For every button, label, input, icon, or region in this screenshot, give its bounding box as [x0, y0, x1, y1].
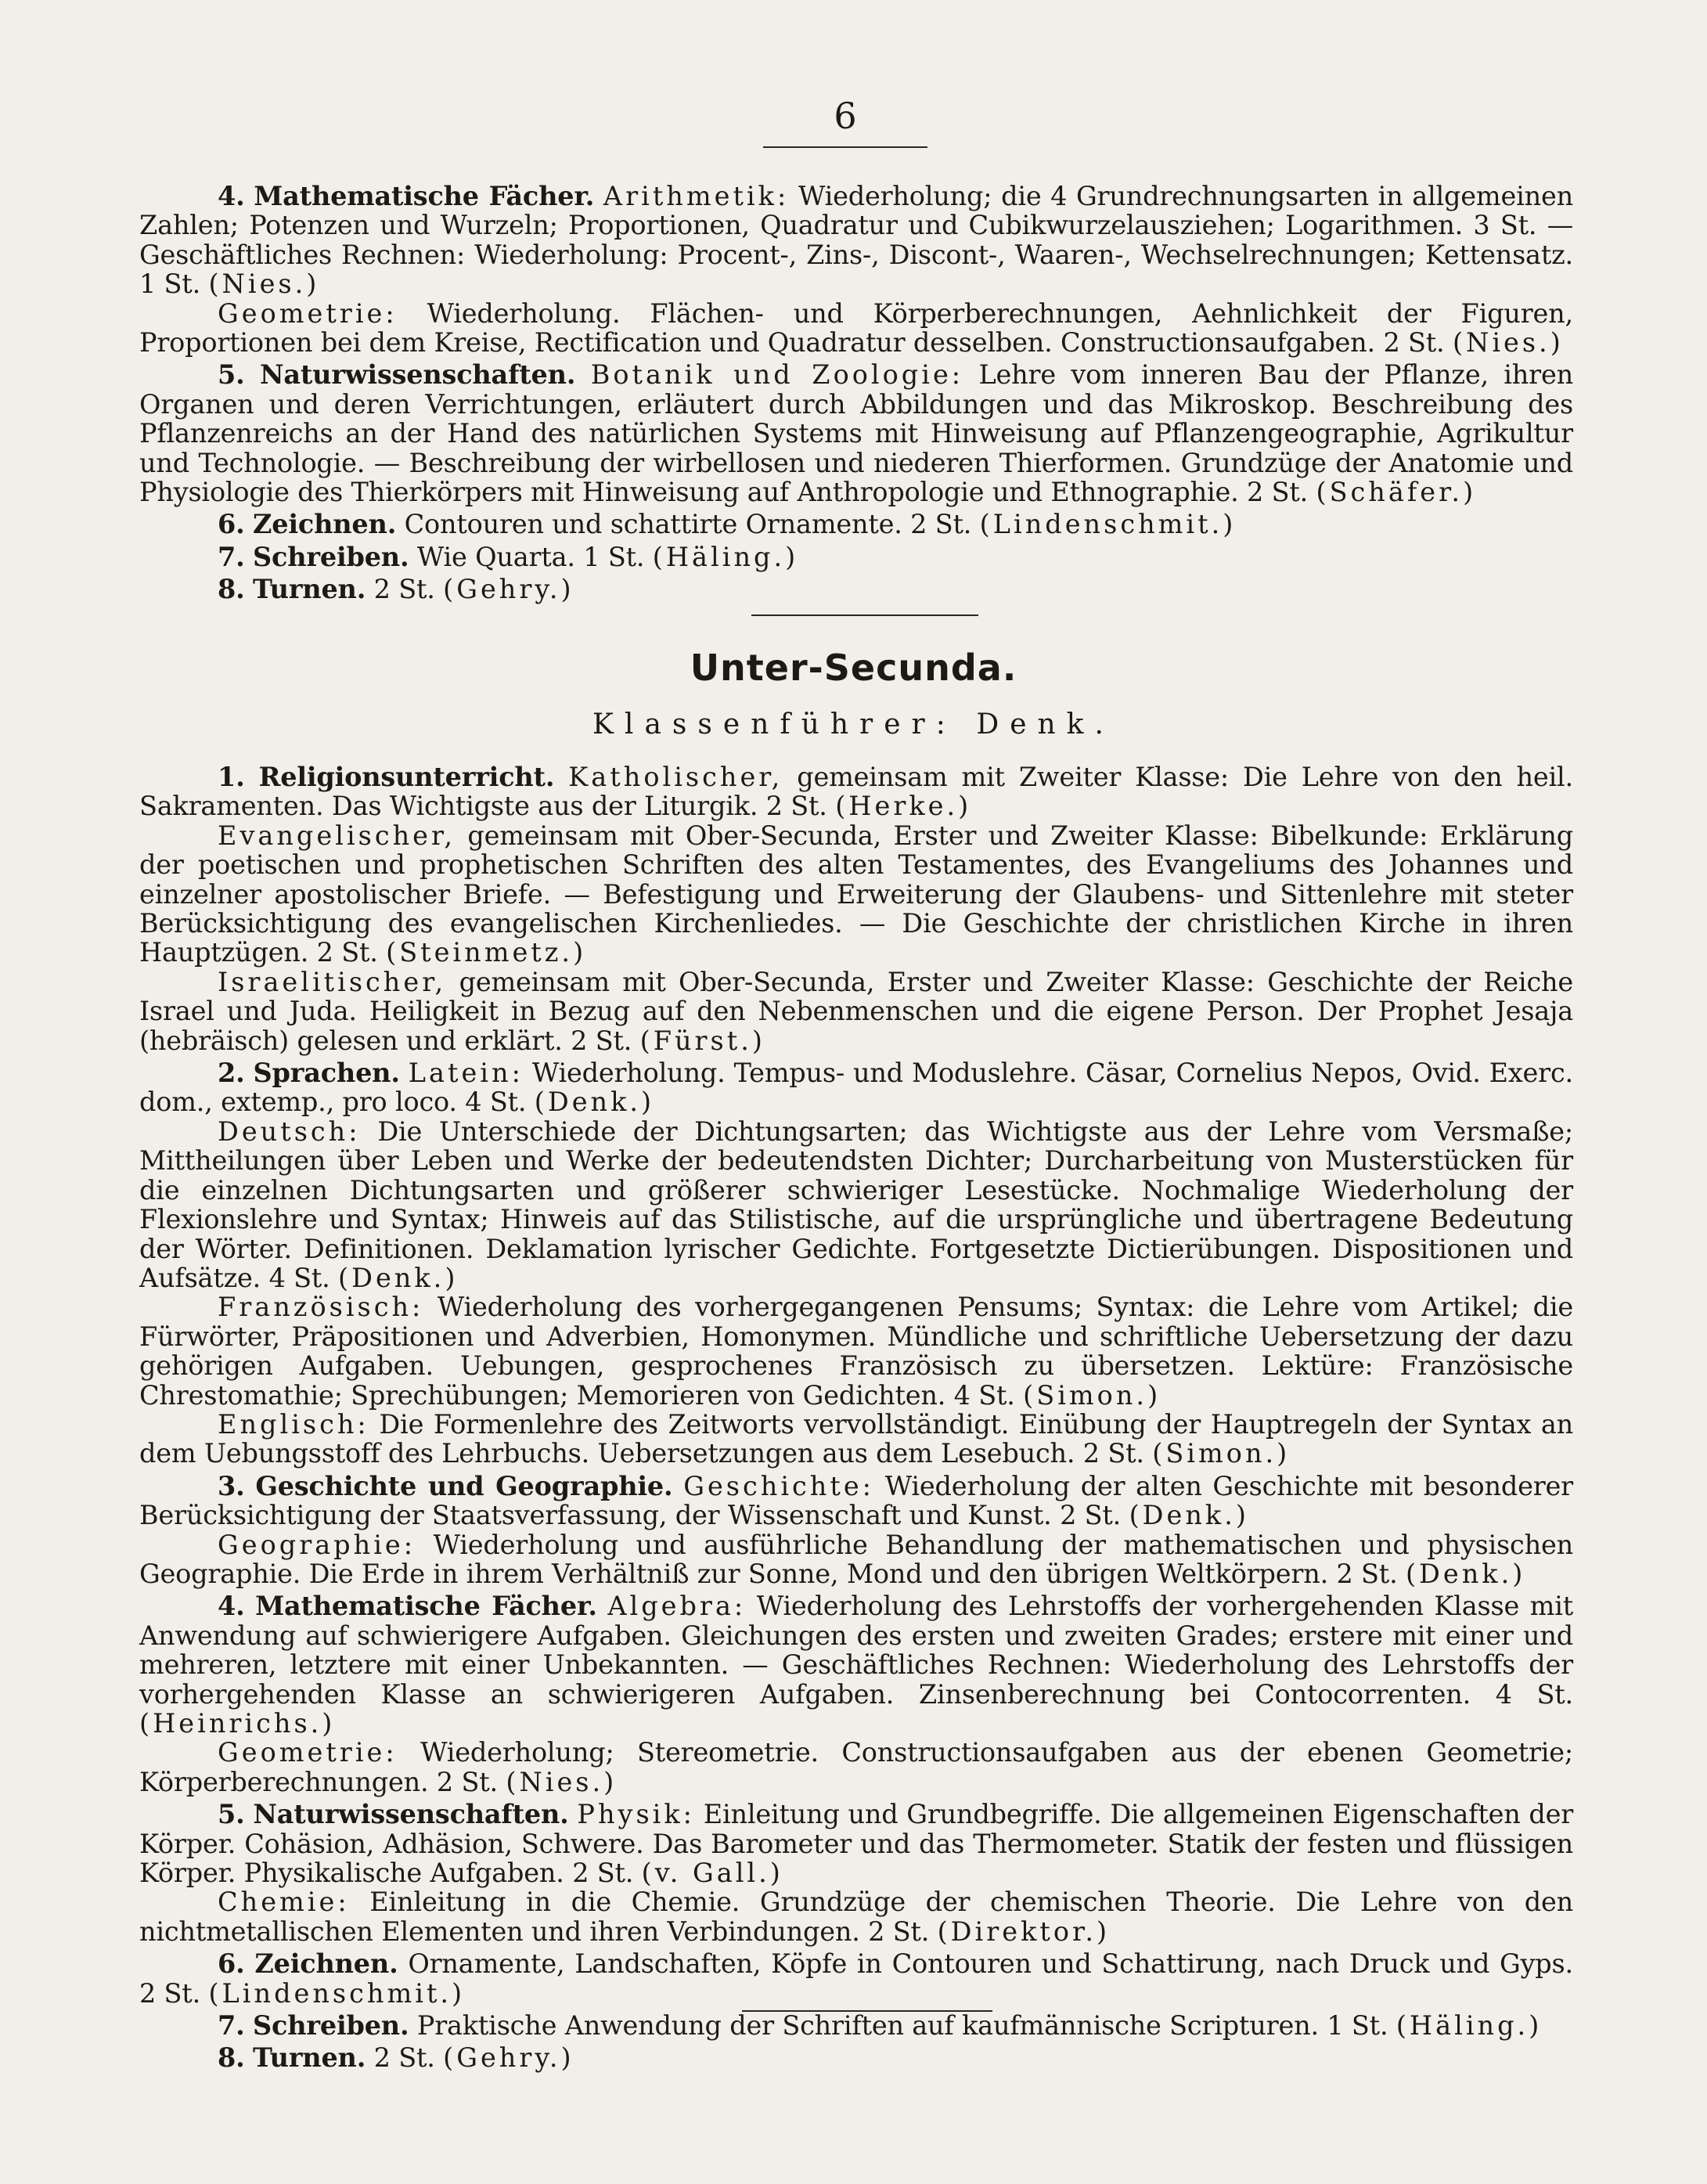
paragraph-text: Praktische Anwendung der Schriften auf kaufmännische Scripturen. 1 St. [416, 2010, 1388, 2042]
subject-heading: Naturwissenschaften. [253, 1799, 569, 1830]
subject-heading: Zeichnen. [254, 1948, 398, 1980]
teacher-name: (Heinrichs.) [139, 1708, 336, 1739]
teacher-name: (Schäfer.) [1316, 477, 1477, 508]
paragraph [139, 2043, 1573, 2072]
teacher-name: (Häling.) [1395, 2010, 1543, 2042]
paragraph-text: Wiederholung; die 4 Grundrechnungsarten in allgemeinen Zahlen; Potenzen und Wurzeln; Proportionen, Quadratur und Cubikwurzelausziehen; Logarithmen. 3 St. — Geschäftliches Rechnen: Wiederholung: Procent-, Zins-, Discont-, Waaren-, Wechselrechnungen; Kettensatz. 1 St. [139, 181, 1574, 300]
paragraph-text: gemeinsam mit Zweiter Klasse: Die Lehre von den heil. Sakramenten. Das Wichtigste aus der Liturgik. 2 St. [139, 762, 1573, 822]
topic-label: Arithmetik: [603, 181, 790, 211]
topic-label: Israelitischer, [218, 966, 447, 997]
section-number: 7. [218, 541, 245, 572]
paragraph-text: Lehre vom inneren Bau der Pflanze, ihren Organen und deren Verrichtungen, erläutert durch Abbildungen und das Mikroskop. Beschreibung des Pflanzenreichs an der Hand des natürlichen Systems mit Hinweisung auf Pflanzengeographie, Agrikultur und Technologie. — Beschreibung der wirbellosen und niederen Thierformen. Grundzüge der Anatomie und Physiologie des Thierkörpers mit Hinweisung auf Anthropologie und Ethnographie. 2 St. [139, 359, 1573, 508]
paragraph-text: Wiederholung des vorhergegangenen Pensums; Syntax: die Lehre vom Artikel; die Fürwörter, Präpositionen und Adverbien, Homonymen. Mündliche und schriftliche Uebersetzung der dazu gehörigen Aufgaben. Uebungen, gesprochenes Französisch zu übersetzen. Lektüre: Französische Chrestomathie; Sprechübungen; Memorieren von Gedichten. 4 St. [139, 1292, 1573, 1411]
topic-label: Deutsch: [218, 1115, 361, 1147]
topic-label: Französisch: [218, 1292, 424, 1323]
paragraph-text: Einleitung und Grundbegriffe. Die allgemeinen Eigenschaften der Körper. Cohäsion, Adhäsion, Schwere. Das Barometer und das Thermometer. Statik der festen und flüssigen Körper. Physikalische Aufgaben. 2 St. [139, 1799, 1574, 1889]
paragraph [139, 2011, 1573, 2040]
paragraph [139, 1530, 1573, 1589]
header-rule [763, 146, 927, 148]
section-number: 8. [218, 574, 245, 605]
topic-label: Chemie: [218, 1887, 350, 1918]
topic-label: Geschichte: [683, 1470, 874, 1501]
section-number: 4. [218, 181, 245, 211]
section-number: 8. [218, 2042, 245, 2074]
section-number: 1. [218, 762, 245, 792]
teacher-name: (Simon.) [1023, 1379, 1161, 1411]
paragraph-text: 2 St. [373, 2042, 435, 2074]
subject-heading: Sprachen. [253, 1058, 400, 1089]
teacher-name: (Denk.) [338, 1262, 459, 1293]
subject-heading: Geschichte und Geographie. [255, 1470, 673, 1501]
paragraph [139, 1949, 1573, 2008]
paragraph-text: 2 St. [373, 574, 435, 605]
paragraph [139, 1058, 1573, 1117]
teacher-name: (Simon.) [1152, 1438, 1291, 1469]
paragraph-text: Wiederholung des Lehrstoffs der vorhergehenden Klasse mit Anwendung auf schwierigere Aufgaben. Gleichungen des ersten und zweiten Grades; erstere mit einer und mehreren, letztere mit einer Unbekannten. — Geschäftliches Rechnen: Wiederholung des Lehrstoffs der vorhergehenden Klasse an schwierigeren Aufgaben. Zinsenberechnung bei Contocorrenten. 4 St. [139, 1591, 1573, 1710]
paragraph [139, 360, 1573, 506]
paragraph [139, 1591, 1573, 1738]
main-section [139, 762, 1573, 2073]
subject-heading: Turnen. [253, 2042, 366, 2074]
topic-label: Botanik und Zoologie: [590, 359, 964, 391]
topic-label: Katholischer, [568, 762, 783, 792]
paragraph [139, 575, 1573, 604]
paragraph [139, 1410, 1573, 1469]
paragraph-text: Wiederholung. Flächen- und Körperberechnungen, Aehnlichkeit der Figuren, Proportionen bei dem Kreise, Rectification und Quadratur desselben. Constructionsaufgaben. 2 St. [139, 297, 1573, 359]
teacher-name: (Steinmetz.) [386, 937, 587, 968]
teacher-name: (Herke.) [835, 791, 972, 822]
teacher-name: (Nies.) [1452, 327, 1564, 359]
section-number: 5. [218, 359, 245, 391]
paragraph-text: Die Unterschiede der Dichtungsarten; das Wichtigste aus der Lehre vom Versmaße; Mittheilungen über Leben und Werke der bedeutendsten Dichter; Durcharbeitung von Musterstücken für die einzelnen Dichtungsarten und größerer schwieriger Lesestücke. Nochmalige Wiederholung der Flexionslehre und Syntax; Hinweis auf das Stilistische, auf die ursprüngliche und übertragene Bedeutung der Wörter. Definitionen. Deklamation lyrischer Gedichte. Fortgesetzte Dictierübungen. Dispositionen und Aufsätze. 4 St. [139, 1115, 1573, 1293]
section-number: 3. [218, 1470, 245, 1501]
paragraph [139, 1117, 1573, 1292]
paragraph [139, 1887, 1573, 1946]
topic-label: Latein: [408, 1058, 524, 1089]
paragraph [139, 821, 1573, 968]
topic-label: Geometrie: [218, 297, 398, 329]
teacher-name: (Denk.) [534, 1087, 655, 1118]
class-leader: Klassenführer: Denk. [592, 708, 1115, 741]
teacher-name: (Nies.) [506, 1766, 618, 1797]
section-number: 7. [218, 2010, 245, 2042]
paragraph [139, 299, 1573, 358]
teacher-name: (Lindenschmit.) [208, 1977, 466, 2009]
paragraph-text: Die Formenlehre des Zeitworts vervollständigt. Einübung der Hauptregeln der Syntax an dem Uebungsstoff des Lehrbuchs. Uebersetzungen aus dem Lesebuch. 2 St. [139, 1408, 1573, 1469]
paragraph [139, 1472, 1573, 1530]
teacher-name: (Nies.) [208, 268, 320, 300]
teacher-name: (Gehry.) [443, 574, 574, 605]
paragraph-text: Wiederholung der alten Geschichte mit besonderer Berücksichtigung der Staatsverfassung, der Wissenschaft und Kunst. 2 St. [139, 1470, 1573, 1531]
subject-heading: Zeichnen. [253, 509, 397, 540]
topic-label: Algebra: [607, 1591, 747, 1622]
paragraph-text: gemeinsam mit Ober-Secunda, Erster und Zweiter Klasse: Geschichte der Reiche Israel und Juda. Heiligkeit in Bezug auf den Nebenmenschen und die eigene Person. Der Prophet Jesaja (hebräisch) gelesen und erklärt. 2 St. [139, 966, 1574, 1056]
teacher-name: (Gehry.) [443, 2042, 574, 2074]
paragraph-text: Contouren und schattirte Ornamente. 2 St. [404, 509, 972, 540]
subject-heading: Religionsunterricht. [258, 762, 555, 792]
paragraph-text: Wiederholung; Stereometrie. Constructionsaufgaben aus der ebenen Geometrie; Körperberechnungen. 2 St. [139, 1737, 1574, 1797]
topic-label: Physik: [577, 1799, 695, 1830]
teacher-name: (Denk.) [1129, 1500, 1249, 1531]
section-number: 4. [218, 1591, 245, 1622]
teacher-name: (v. Gall.) [641, 1858, 783, 1889]
teacher-name: (Denk.) [1405, 1558, 1526, 1589]
subject-heading: Schreiben. [253, 2010, 409, 2042]
paragraph [139, 510, 1573, 539]
paragraph [139, 762, 1573, 821]
paragraph-text: gemeinsam mit Ober-Secunda, Erster und Zweiter Klasse: Bibelkunde: Erklärung der poetischen und prophetischen Schriften des alten Testamentes, des Evangeliums des Johannes und einzelner apostolischer Briefe. — Befestigung und Erweiterung der Glaubens- und Sittenlehre mit steter Berücksichtigung des evangelischen Kirchenliedes. — Die Geschichte der christlichen Kirche in ihren Hauptzügen. 2 St. [139, 820, 1574, 968]
teacher-name: (Lindenschmit.) [979, 509, 1237, 540]
subject-heading: Turnen. [253, 574, 366, 605]
paragraph-text: Wie Quarta. 1 St. [416, 541, 645, 572]
subject-heading: Schreiben. [253, 541, 409, 572]
paragraph [139, 542, 1573, 571]
topic-label: Geometrie: [218, 1737, 398, 1768]
teacher-name: (Direktor.) [937, 1916, 1111, 1947]
paragraph-text: Wiederholung und ausführliche Behandlung der mathematischen und physischen Geographie. Die Erde in ihrem Verhältniß zur Sonne, Mond und den übrigen Weltkörpern. 2 St. [139, 1529, 1573, 1589]
section-number: 5. [218, 1799, 245, 1830]
paragraph [139, 1292, 1573, 1410]
section-number: 2. [218, 1058, 245, 1089]
teacher-name: (Häling.) [652, 541, 799, 572]
upper-section [139, 182, 1573, 604]
paragraph [139, 968, 1573, 1055]
subject-heading: Mathematische Fächer. [254, 181, 595, 211]
topic-label: Geographie: [218, 1529, 416, 1560]
paragraph-text: Wiederholung. Tempus- und Moduslehre. Cäsar, Cornelius Nepos, Ovid. Exerc. dom., extemp., pro loco. 4 St. [139, 1058, 1573, 1118]
topic-label: Evangelischer, [218, 820, 456, 851]
subject-heading: Mathematische Fächer. [255, 1591, 597, 1622]
paragraph-text: Einleitung in die Chemie. Grundzüge der chemischen Theorie. Die Lehre von den nichtmetallischen Elementen und ihren Verbindungen. 2 St. [139, 1887, 1573, 1947]
section-divider [751, 614, 978, 616]
section-number: 6. [218, 1948, 245, 1980]
paragraph [139, 1738, 1573, 1797]
topic-label: Englisch: [218, 1408, 369, 1440]
subject-heading: Naturwissenschaften. [259, 359, 576, 391]
footer-rule [742, 2010, 992, 2012]
teacher-name: (Fürst.) [639, 1025, 765, 1056]
section-number: 6. [218, 509, 245, 540]
paragraph-text: Ornamente, Landschaften, Köpfe in Contouren und Schattirung, nach Druck und Gyps. 2 St. [139, 1948, 1573, 2009]
section-title: Unter-Secunda. [690, 647, 1017, 689]
paragraph [139, 1800, 1573, 1887]
paragraph [139, 182, 1573, 299]
page-number: 6 [834, 95, 857, 137]
